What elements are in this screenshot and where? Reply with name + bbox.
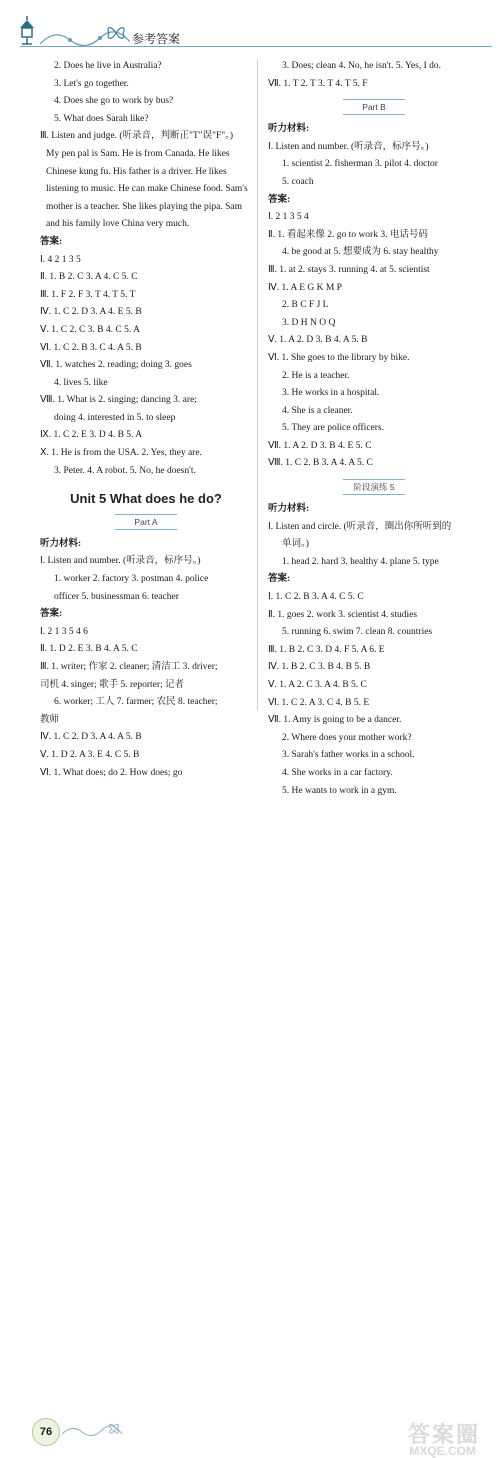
text-line: Ⅴ. 1. A 2. D 3. B 4. A 5. B (268, 335, 368, 346)
text-line: 答案: (40, 609, 63, 620)
text-line: Ⅶ. 1. A 2. D 3. B 4. E 5. C (268, 440, 372, 451)
text-line: Ⅴ. 1. C 2. C 3. B 4. C 5. A (40, 324, 140, 335)
text-line: Ⅳ. 1. B 2. C 3. B 4. B 5. B (268, 662, 371, 673)
page-header-title: 参考答案 (132, 32, 181, 46)
text-line: 3. D H N O Q (282, 317, 336, 328)
text-line: Ⅰ. Listen and number. (听录音，标序号。) (40, 556, 201, 567)
text-line: Ⅰ. Listen and number. (听录音，标序号。) (268, 141, 429, 152)
text-line: Ⅵ. 1. What does; do 2. How does; go (40, 767, 183, 778)
text-line: 答案: (268, 574, 291, 585)
text-line: Ⅲ. Listen and judge. (听录音，判断正"T"误"F"。) (40, 131, 234, 142)
text-line: 5. They are police officers. (282, 423, 384, 434)
text-line: Ⅵ. 1. She goes to the library by bike. (268, 352, 410, 363)
right-column (268, 58, 480, 800)
text-line: Ⅱ. 1. D 2. E 3. B 4. A 5. C (40, 644, 138, 655)
text-line: 1. head 2. hard 3. healthy 4. plane 5. type (282, 556, 439, 567)
text-line: Ⅲ. 1. F 2. F 3. T 4. T 5. T (40, 289, 136, 300)
text-line: 听力材料: (268, 504, 310, 515)
text-line: 1. scientist 2. fisherman 3. pilot 4. doctor (282, 159, 438, 170)
text-line: 2. Does he live in Australia? (54, 61, 162, 71)
lamp-icon (14, 14, 40, 46)
text-line: 2. B C F J L (282, 300, 329, 311)
text-line: doing 4. interested in 5. to sleep (54, 412, 176, 423)
text-line: Ⅲ. 1. writer; 作家 2. cleaner; 清洁工 3. driver; (40, 662, 218, 672)
text-line: Ⅱ. 1. 看起来像 2. go to work 3. 电话号码 (268, 229, 428, 240)
flourish-decoration (62, 1422, 132, 1440)
text-line: Ⅷ. 1. C 2. B 3. A 4. A 5. C (268, 458, 373, 469)
text-line: Ⅶ. 1. watches 2. reading; doing 3. goes (40, 360, 192, 371)
text-line: Ⅹ. 1. He is from the USA. 2. Yes, they are. (40, 448, 202, 459)
page-number: 76 (32, 1418, 60, 1446)
text-line: Ⅰ. 2 1 3 5 4 (268, 212, 309, 223)
text-line: Ⅵ. 1. C 2. A 3. C 4. B 5. E (268, 697, 370, 708)
text-line: 5. running 6. swim 7. clean 8. countries (282, 627, 433, 638)
watermark: 答案圈 (407, 1423, 480, 1448)
text-line: 听力材料: (268, 124, 310, 135)
text-line: 2. He is a teacher. (282, 370, 350, 381)
text-line: Ⅰ. 4 2 1 3 5 (40, 254, 81, 265)
left-column (40, 58, 252, 782)
header-rule (20, 46, 492, 47)
unit-title: Unit 5 What does he do? (70, 491, 222, 507)
text-line: 1. worker 2. factory 3. postman 4. police (54, 574, 209, 585)
text-line: 5. He wants to work in a gym. (282, 785, 397, 796)
text-line: Ⅴ. 1. D 2. A 3. E 4. C 5. B (40, 749, 140, 760)
text-line: Ⅳ. 1. A E G K M P (268, 282, 342, 293)
text-line: Ⅸ. 1. C 2. E 3. D 4. B 5. A (40, 430, 143, 441)
text-line: 4. She is a cleaner. (282, 405, 353, 416)
page-header (0, 0, 500, 48)
text-line: Ⅲ. 1. at 2. stays 3. running 4. at 5. scientist (268, 264, 430, 275)
text-line: 4. be good at 5. 想要成为 6. stay healthy (282, 247, 439, 258)
text-line: 3. He works in a hospital. (282, 388, 380, 399)
text-line: 3. Let's go together. (54, 78, 129, 89)
text-line: 5. What does Sarah like? (54, 113, 149, 124)
text-line: Ⅰ. 2 1 3 5 4 6 (40, 626, 88, 637)
text-line: 答案: (268, 194, 291, 205)
text-line: 2. Where does your mother work? (282, 732, 412, 743)
text-line: Ⅳ. 1. C 2. D 3. A 4. E 5. B (40, 307, 142, 318)
text-line: 3. Sarah's father works in a school. (282, 750, 415, 761)
text-line: Ⅵ. 1. C 2. B 3. C 4. A 5. B (40, 342, 142, 353)
text-line: Ⅶ. 1. Amy is going to be a dancer. (268, 715, 402, 726)
text-line: 听力材料: (40, 538, 82, 549)
text-line: 3. Peter. 4. A robot. 5. No, he doesn't. (54, 465, 196, 476)
text-line: Ⅰ. 1. C 2. B 3. A 4. C 5. C (268, 592, 364, 603)
text-line: 司机 4. singer; 歌手 5. reporter; 记者 (40, 679, 185, 690)
section-label: 阶段演练 5 (343, 479, 405, 495)
section-label: Part B (343, 99, 405, 115)
text-line: Ⅷ. 1. What is 2. singing; dancing 3. are; (40, 395, 197, 406)
text-line: Ⅶ. 1. T 2. T 3. T 4. T 5. F (268, 78, 368, 89)
butterfly-icon (106, 24, 126, 42)
text-line: 答案: (40, 236, 63, 247)
text-line: Ⅴ. 1. A 2. C 3. A 4. B 5. C (268, 680, 367, 690)
watermark-url: MXQE.COM (409, 1444, 476, 1458)
text-line: 教师 (40, 714, 60, 725)
text-line: 4. Does she go to work by bus? (54, 96, 174, 107)
text-line: Ⅱ. 1. goes 2. work 3. scientist 4. studies (268, 609, 418, 620)
text-line: 单词。) (282, 539, 309, 550)
text-line: Ⅱ. 1. B 2. C 3. A 4. C 5. C (40, 272, 138, 283)
text-line: 4. lives 5. like (54, 377, 108, 388)
text-line: 6. worker; 工人 7. farmer; 农民 8. teacher; (54, 697, 218, 708)
text-line: My pen pal is Sam. He is from Canada. He likes Chinese kung fu. His father is a driver. He likes listening to music. He can make Chinese food. Sam's mother is a teacher. She likes playing the pipa. Sam and his family love China very much. (46, 148, 248, 230)
text-line: 5. coach (282, 176, 314, 187)
text-line: Ⅳ. 1. C 2. D 3. A 4. A 5. B (40, 732, 142, 743)
text-line: Ⅲ. 1. B 2. C 3. D 4. F 5. A 6. E (268, 644, 385, 655)
column-divider (257, 60, 258, 710)
section-label: Part A (115, 514, 177, 530)
text-line: 4. She works in a car factory. (282, 767, 393, 778)
text-line: 3. Does; clean 4. No, he isn't. 5. Yes, I do. (282, 61, 441, 71)
text-line: officer 5. businessman 6. teacher (54, 591, 179, 602)
text-line: Ⅰ. Listen and circle. (听录音，圈出你所听到的 (268, 521, 452, 532)
